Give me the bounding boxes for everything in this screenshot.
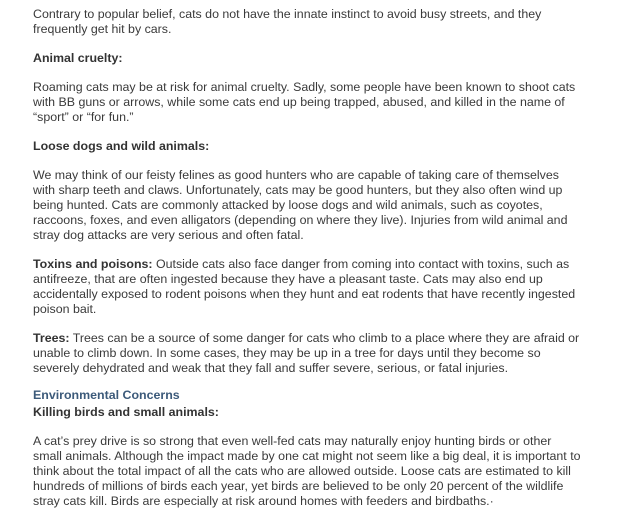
toxins-paragraph [33, 257, 581, 317]
intro-paragraph: Contrary to popular belief, cats do not have the innate instinct to avoid busy streets, and they frequently get hit by cars. [33, 7, 542, 36]
killing-birds-heading: Killing birds and small animals: [33, 405, 219, 419]
document-page [33, 0, 581, 509]
environmental-concerns-heading: Environmental Concerns [33, 388, 180, 402]
animal-cruelty-heading: Animal cruelty: [33, 51, 123, 65]
loose-dogs-paragraph: We may think of our feisty felines as good hunters who are capable of taking care of themselves with sharp teeth and claws. Unfortunately, cats may be good hunters, but they also often wind up being hunted. Cats are commonly attacked by loose dogs and wild animals, such as coyotes, raccoons, foxes, and even alligators (depending on where they live). Injuries from wild animal and stray dog attacks are very serious and often fatal. [33, 168, 568, 242]
killing-birds-paragraph: A cat’s prey drive is so strong that even well-fed cats may naturally enjoy hunting birds or other small animals. Although the impact made by one cat might not seem like a big deal, it is important to think about the total impact of all the cats who are allowed outside. Loose cats are estimated to kill hundreds of millions of birds each year, yet birds are believed to be only 20 percent of the wildlife stray cats kill. Birds are especially at risk around homes with feeders and birdbaths.· [33, 434, 581, 508]
toxins-body: Outside cats also face danger from coming into contact with toxins, such as antifreeze, that are often ingested because they have a pleasant taste. Cats may also end up accidentally exposed to rodent poisons when they hunt and eat rodents that have recently ingested poison bait. [33, 257, 576, 316]
loose-dogs-heading: Loose dogs and wild animals: [33, 139, 210, 153]
trees-body: Trees can be a source of some danger for cats who climb to a place where they are afraid or unable to climb down. In some cases, they may be up in a tree for days until they become so severely dehydrated and weak that they fall and suffer severe, serious, or fatal injuries. [33, 331, 580, 375]
toxins-heading: Toxins and poisons: [33, 257, 153, 271]
trees-paragraph [33, 331, 581, 376]
animal-cruelty-paragraph: Roaming cats may be at risk for animal cruelty. Sadly, some people have been known to shoot cats with BB guns or arrows, while some cats end up being trapped, abused, and killed in the name of “sport” or “for fun.” [33, 80, 576, 124]
trees-heading: Trees: [33, 331, 70, 345]
